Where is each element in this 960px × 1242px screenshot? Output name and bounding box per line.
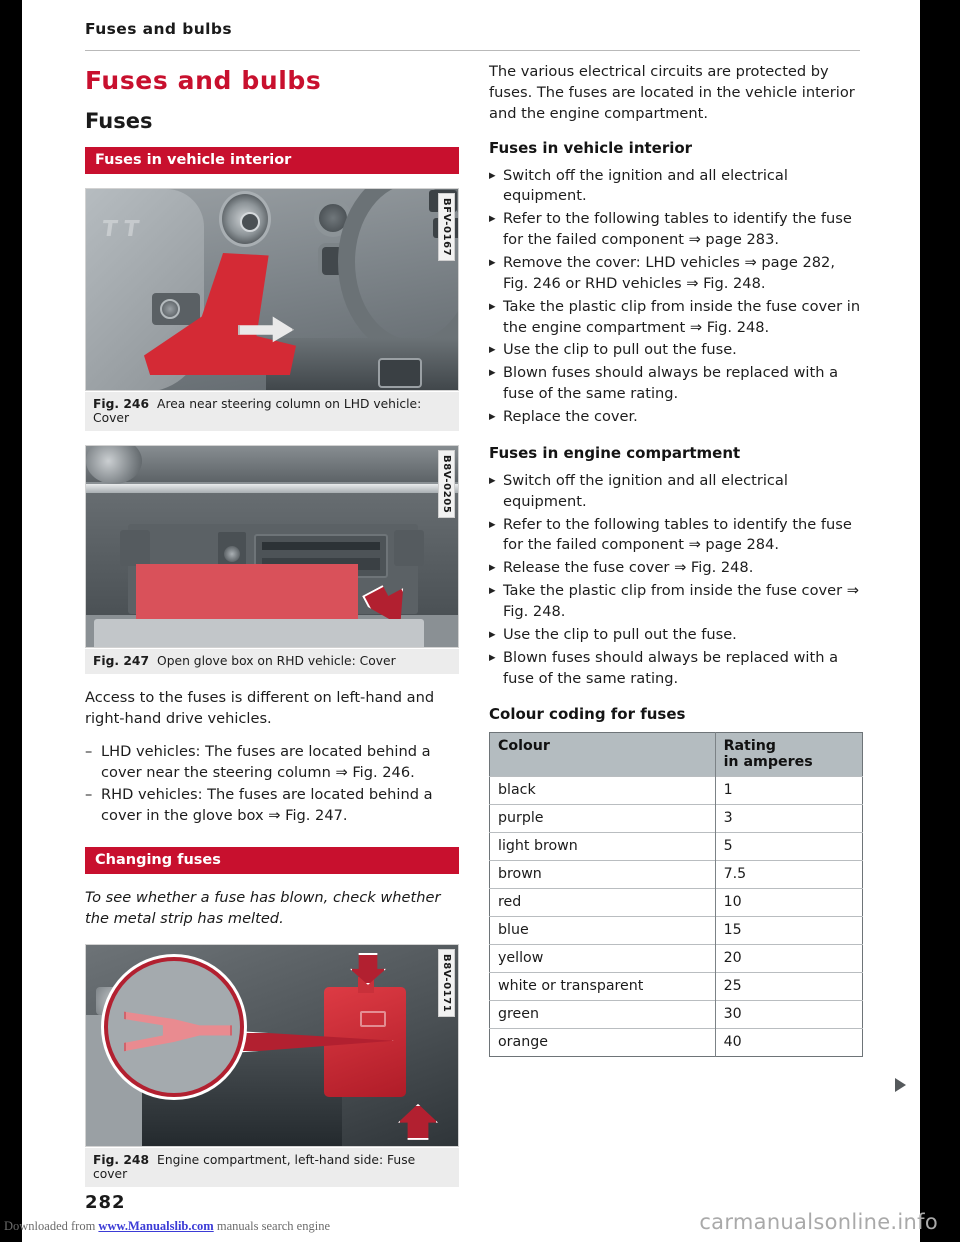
- cell-colour: light brown: [490, 833, 716, 861]
- footer-suffix: manuals search engine: [213, 1219, 330, 1233]
- table-header-rating-line1: Rating: [723, 738, 776, 755]
- press-down-arrow-icon: [350, 953, 386, 985]
- left-intro-paragraph: Access to the fuses is different on left-hand and right-hand drive vehicles.: [85, 689, 435, 727]
- subheading-colour-coding-for-fuses: Colour coding for fuses: [489, 705, 686, 724]
- list-item: ▶ Blown fuses should always be replaced with a fuse of the same rating.: [489, 363, 863, 405]
- table-header-colour: Colour: [490, 733, 716, 777]
- list-item: ▶ Remove the cover: LHD vehicles ⇒ page 282, Fig. 246 or RHD vehicles ⇒ Fig. 248.: [489, 253, 863, 295]
- site-watermark: carmanualsonline.info: [699, 1210, 938, 1234]
- redbar-changing-fuses: Changing fuses: [85, 847, 459, 874]
- list-item: – LHD vehicles: The fuses are located behind a cover near the steering column ⇒ Fig. 246.: [85, 742, 459, 784]
- air-vent-icon: [219, 191, 271, 247]
- cell-colour: green: [490, 1001, 716, 1029]
- page-gutter-left: [0, 0, 22, 1242]
- right-column: [489, 62, 863, 1201]
- list-item: ▶ Release the fuse cover ⇒ Fig. 248.: [489, 558, 863, 579]
- table-row: [490, 833, 863, 861]
- dashboard-top-band: [86, 446, 459, 482]
- changing-fuses-note: To see whether a fuse has blown, check whether the metal strip has melted.: [85, 889, 441, 928]
- figure-247-caption: [85, 648, 459, 674]
- release-up-arrow-icon: [398, 1104, 438, 1140]
- list-item: ▶ Switch off the ignition and all electrical equipment.: [489, 166, 863, 208]
- figure-246-caption: [85, 391, 459, 431]
- interior-steps-list: [489, 166, 863, 428]
- page-number: 282: [85, 1192, 126, 1213]
- figure-246-code: BFV-0167: [438, 193, 455, 261]
- cell-rating: 40: [715, 1029, 862, 1057]
- figure-248-image: [85, 944, 459, 1147]
- list-item: ▶ Refer to the following tables to identify the fuse for the failed component ⇒ page 283.: [489, 209, 863, 251]
- cell-colour: yellow: [490, 945, 716, 973]
- magnified-detail-circle: [104, 957, 244, 1097]
- table-row: [490, 805, 863, 833]
- cell-rating: 10: [715, 889, 862, 917]
- list-item: ▶ Switch off the ignition and all electrical equipment.: [489, 471, 863, 513]
- list-item: ▶ Blown fuses should always be replaced with a fuse of the same rating.: [489, 648, 863, 690]
- figure-246-label: Fig. 246: [93, 397, 150, 411]
- table-header-row: [490, 733, 863, 777]
- cell-rating: 5: [715, 833, 862, 861]
- table-row: [490, 861, 863, 889]
- media-slot: [262, 542, 380, 550]
- fuse-colour-coding-table: [489, 732, 863, 1057]
- manualslib-link[interactable]: www.Manualslib.com: [98, 1219, 214, 1233]
- cell-colour: orange: [490, 1029, 716, 1057]
- header-divider: [85, 50, 860, 51]
- table-row: [490, 889, 863, 917]
- table-row: [490, 1029, 863, 1057]
- manual-page: [22, 0, 920, 1242]
- cell-rating: 30: [715, 1001, 862, 1029]
- running-header: Fuses and bulbs: [85, 20, 232, 38]
- list-item: ▶ Use the clip to pull out the fuse.: [489, 625, 863, 646]
- figure-248: [85, 944, 459, 1187]
- lhd-rhd-list: [85, 742, 459, 827]
- plastic-fuse-clip: [124, 1009, 232, 1055]
- cell-colour: black: [490, 777, 716, 805]
- footer-prefix: Downloaded from: [4, 1219, 99, 1233]
- two-column-body: [85, 62, 863, 1201]
- list-item: ▶ Refer to the following tables to identify the fuse for the failed component ⇒ page 284.: [489, 515, 863, 557]
- cell-rating: 20: [715, 945, 862, 973]
- left-column: [85, 62, 459, 1201]
- list-item: ▶ Use the clip to pull out the fuse.: [489, 340, 863, 361]
- chrome-trim-strip: [86, 484, 459, 493]
- figure-248-caption-text: Engine compartment, left-hand side: Fuse cover: [93, 1152, 416, 1181]
- figure-248-label: Fig. 248: [93, 1152, 150, 1167]
- figure-247-caption-text: Open glove box on RHD vehicle: Cover: [157, 654, 396, 668]
- fuse-symbol-icon: [360, 1011, 386, 1027]
- light-knob-icon: [160, 299, 180, 319]
- pedal-icon: [378, 358, 422, 388]
- engine-steps-list: [489, 471, 863, 690]
- chapter-title: Fuses and bulbs: [85, 66, 322, 95]
- subheading-fuses-in-vehicle-interior: Fuses in vehicle interior: [489, 138, 693, 157]
- table-head: [490, 733, 863, 777]
- table-header-rating: [715, 733, 862, 777]
- section-title: Fuses: [85, 109, 153, 133]
- figure-248-code: B8V-0171: [438, 949, 455, 1017]
- table-body: [490, 777, 863, 1057]
- cell-colour: blue: [490, 917, 716, 945]
- redbar-fuses-in-vehicle-interior: Fuses in vehicle interior: [85, 147, 459, 174]
- cell-rating: 15: [715, 917, 862, 945]
- page-gutter-right: [920, 0, 960, 1242]
- highlighted-fuse-cover: [136, 564, 358, 624]
- cell-colour: white or transparent: [490, 973, 716, 1001]
- figure-247-label: Fig. 247: [93, 654, 150, 668]
- list-item: ▶ Take the plastic clip from inside the fuse cover ⇒ Fig. 248.: [489, 581, 863, 623]
- cell-rating: 1: [715, 777, 862, 805]
- figure-246-caption-text: Area near steering column on LHD vehicle: Cover: [93, 397, 422, 425]
- table-row: [490, 777, 863, 805]
- list-item: ▶ Replace the cover.: [489, 407, 863, 428]
- figure-246: [85, 188, 459, 431]
- cell-colour: brown: [490, 861, 716, 889]
- cell-colour: purple: [490, 805, 716, 833]
- figure-248-caption: [85, 1147, 459, 1187]
- list-item: – RHD vehicles: The fuses are located behind a cover in the glove box ⇒ Fig. 247.: [85, 785, 459, 827]
- cell-rating: 3: [715, 805, 862, 833]
- glove-box-hinge: [120, 530, 150, 566]
- figure-247-code: B8V-0205: [438, 450, 455, 518]
- control-knob-icon: [224, 546, 240, 562]
- table-row: [490, 973, 863, 1001]
- cell-rating: 7.5: [715, 861, 862, 889]
- cell-rating: 25: [715, 973, 862, 1001]
- figure-247: [85, 445, 459, 674]
- figure-246-image: [85, 188, 459, 391]
- tt-logo: TT: [100, 217, 147, 242]
- table-row: [490, 1001, 863, 1029]
- table-header-rating-line2: in amperes: [723, 754, 813, 771]
- figure-247-image: [85, 445, 459, 648]
- right-intro-paragraph: The various electrical circuits are protected by fuses. The fuses are located in the vehicle interior and the engine compartment.: [489, 63, 855, 122]
- table-row: [490, 917, 863, 945]
- glove-box-hinge: [394, 530, 424, 566]
- subheading-fuses-in-engine-compartment: Fuses in engine compartment: [489, 443, 741, 462]
- cell-colour: red: [490, 889, 716, 917]
- list-item: ▶ Take the plastic clip from inside the fuse cover in the engine compartment ⇒ Fig. 248.: [489, 297, 863, 339]
- glove-box-tray: [94, 619, 424, 647]
- continuation-arrow-icon: [895, 1078, 906, 1092]
- table-row: [490, 945, 863, 973]
